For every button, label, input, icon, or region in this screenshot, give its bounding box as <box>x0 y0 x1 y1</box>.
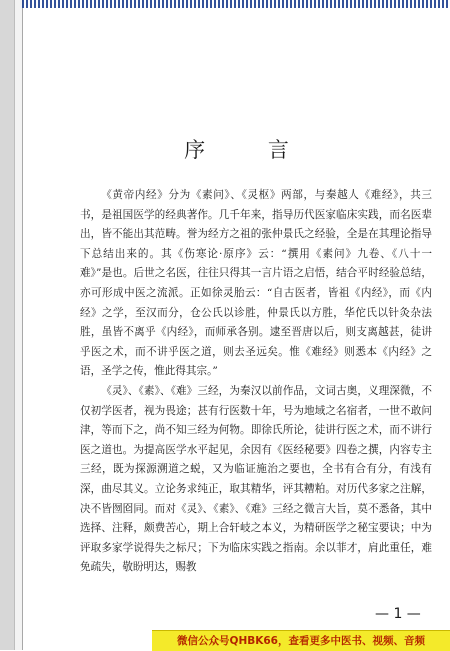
page-title: 序 言 <box>184 138 317 162</box>
page-number: — 1 — <box>375 606 421 622</box>
viewer-left-frame-inner <box>14 0 22 650</box>
paragraph-1: 《黄帝内经》分为《素问》、《灵枢》两部，与秦越人《难经》，共三书，是祖国医学的经典著作。几千年来，指导历代医家临床实践，而名医辈出，皆不能出其范畴。誉为经方之祖的张仲景氏之经验，全是在其理论指导下总结出来的。其《伤寒论·原序》云：“撰用《素问》九卷、《八十一难》”是也。后世之名医，往往只得其一言片语之启悟，结合平时经验总结，亦可形成中医之流派。正如徐灵胎云：“自古医者，皆祖《内经》，而《内经》之学，至汉而分，仓公氏以诊胜，仲景氏以方胜，华佗氏以针灸杂法胜，虽皆不离乎《内经》，而师承各别。逮至晋唐以后，则支离越甚，徒讲乎医之术，而不讲乎医之道，则去圣远矣。惟《难经》则悉本《内经》之语，圣学之传，惟此得其宗。” <box>80 189 432 378</box>
viewer-top-frame <box>22 0 450 8</box>
body-text <box>80 186 432 578</box>
paragraph-2: 《灵》、《素》、《难》三经，为秦汉以前作品，文词古奥，义理深微，不仅初学医者，视为畏途；甚有行医数十年，号为地域之名宿者，一世不敢问津，等而下之，尚不知三经为何物。即徐氏所论，徒讲行医之术，而不讲行医之道也。为提高医学水平起见，余因有《医经秘要》四卷之撰，内容专主三经，既为探源溯道之蜕，又为临证施治之要也，全书有合有分，有浅有深，曲尽其义。立论务求纯正，取其精华，评其糟粕。对历代多家之注解，决不皆囫囵同。而对《灵》、《素》、《难》三经之微言大旨，莫不悉备，其中选择、注释，颇费苦心，期上合轩岐之本义，为精研医学之秘宝要诀；中为评取多家学说得失之标尺；下为临床实践之指南。余以菲才，肩此重任，难免疏失，敬盼明达，赐教 <box>80 384 432 574</box>
document-page <box>23 8 450 630</box>
viewer-left-frame <box>0 0 23 650</box>
wechat-banner: 微信公众号QHBK66，查看更多中医书、视频、音频 <box>152 630 450 651</box>
